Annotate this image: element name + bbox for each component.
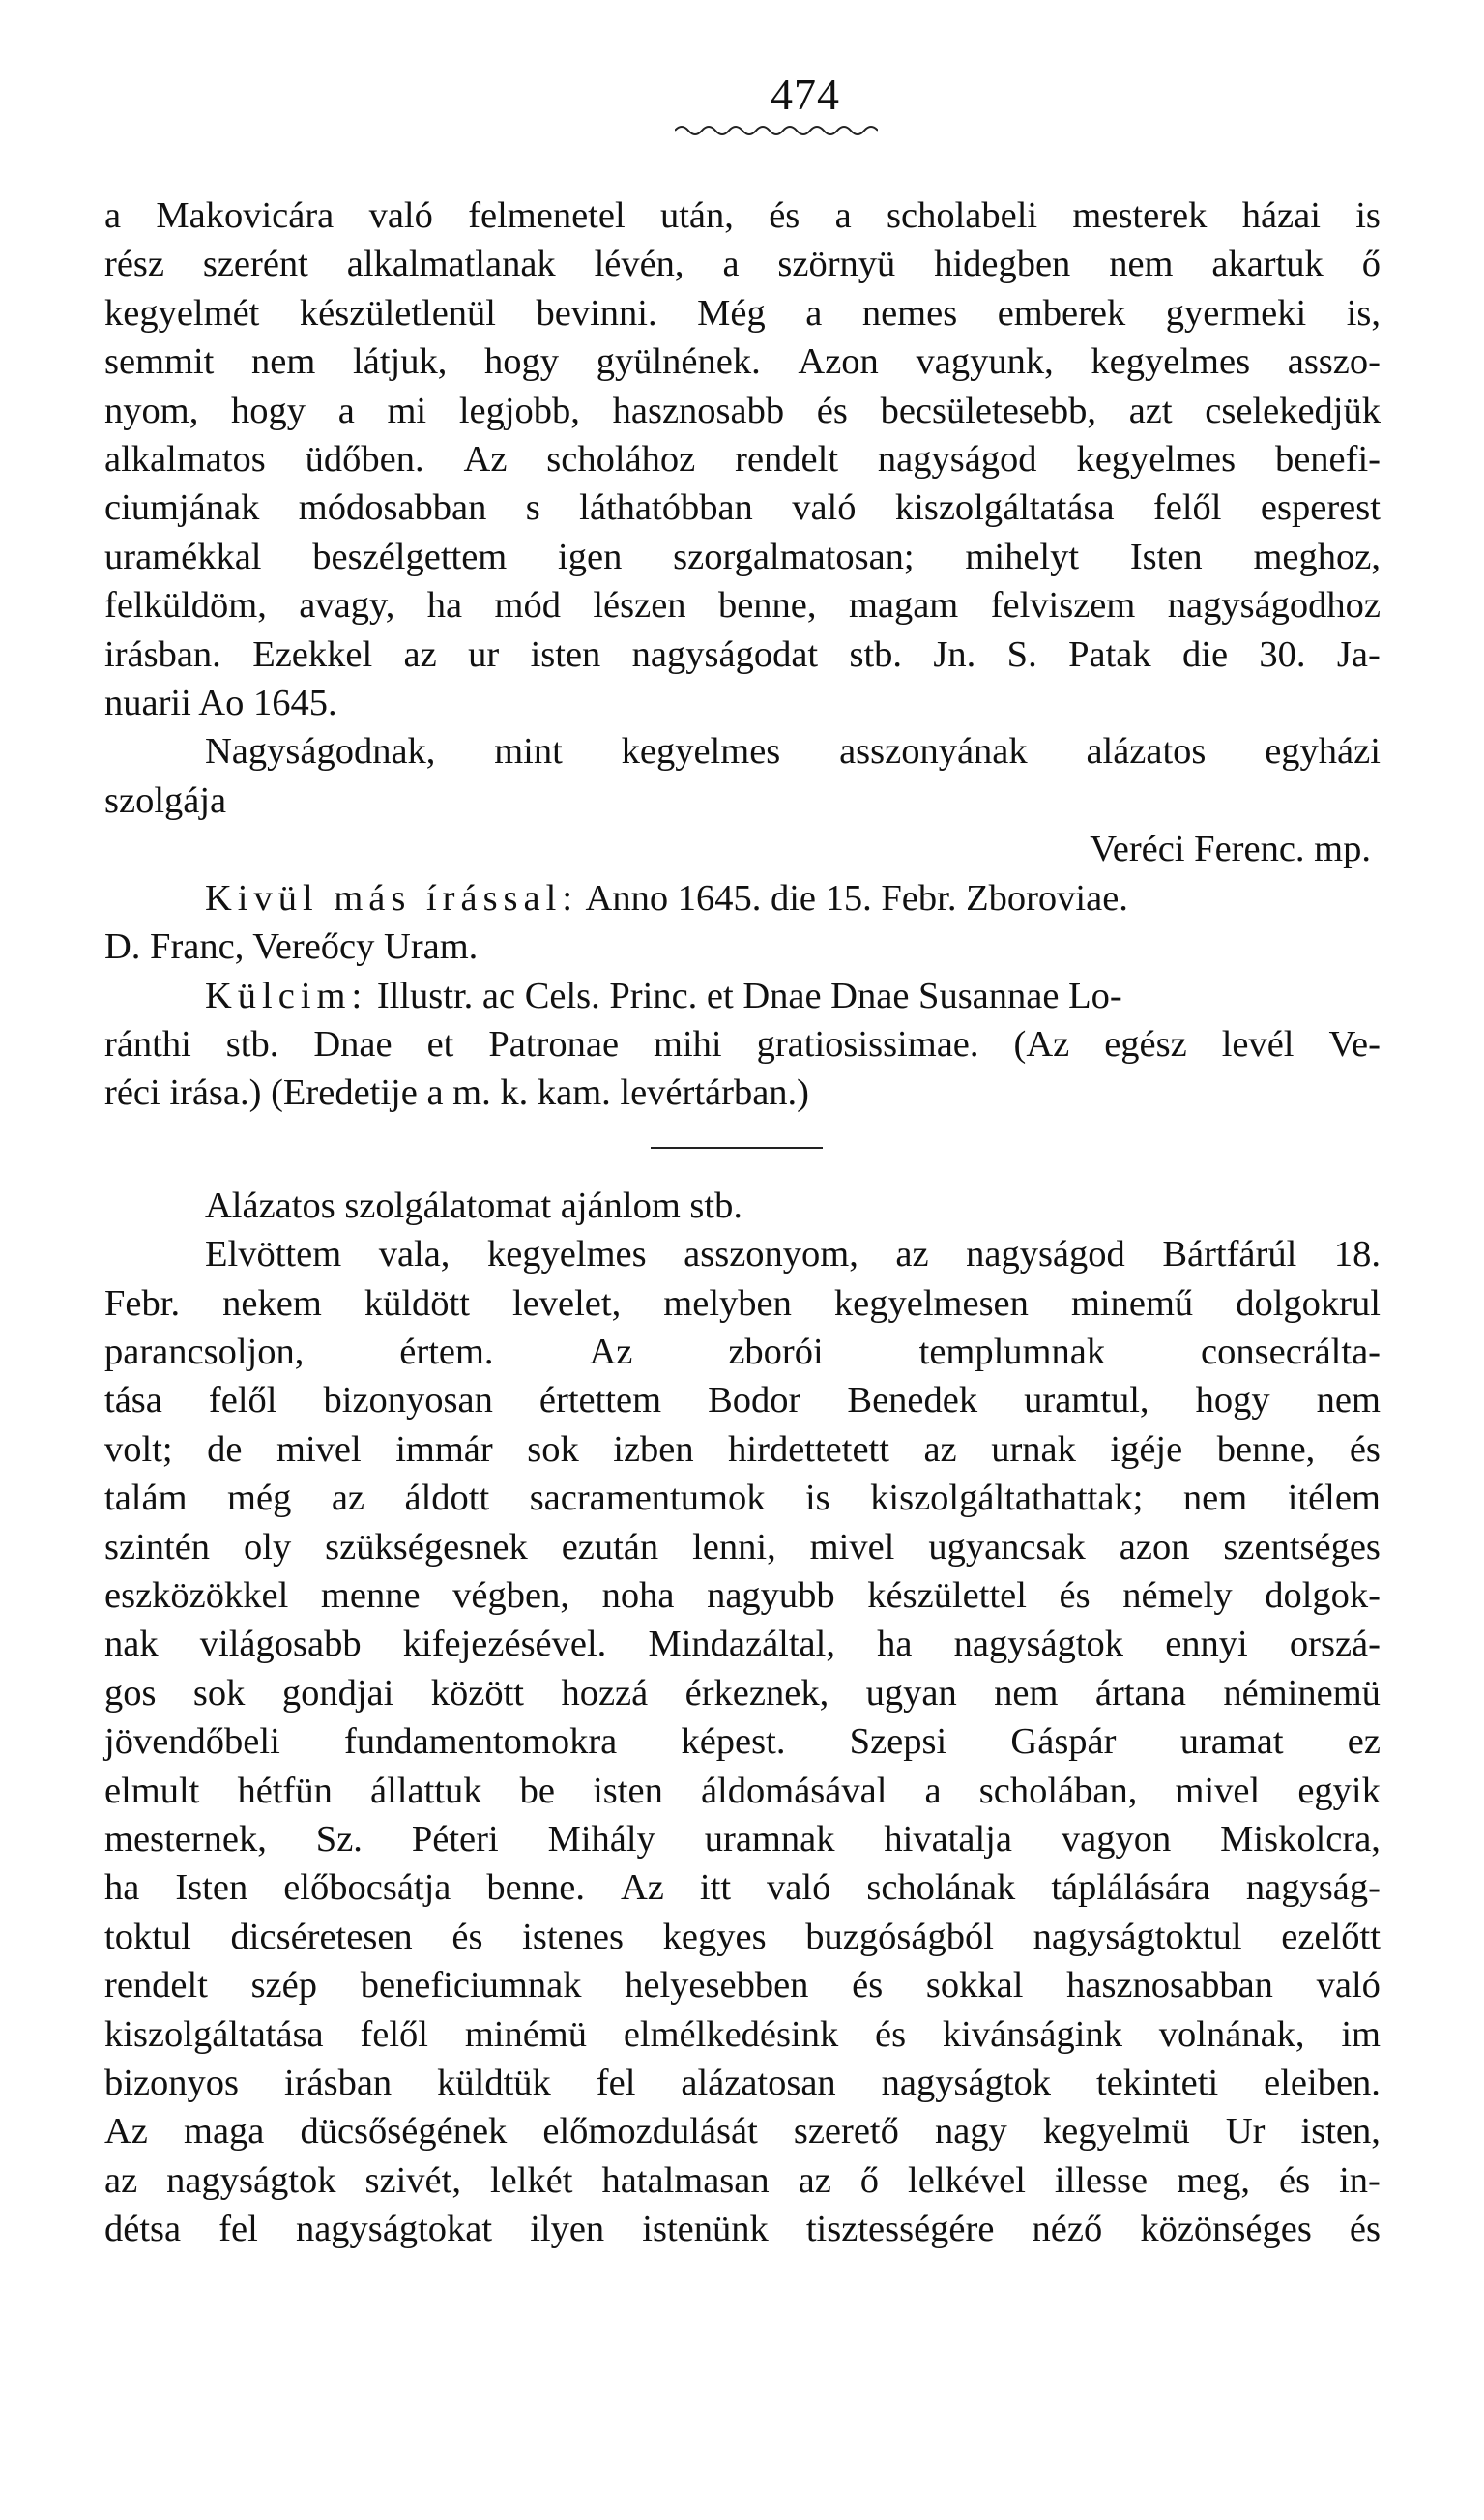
text-line: ciumjának módosabban s láthatóbban való kiszolgáltatása felől esperest: [104, 487, 1381, 529]
letter-part-1: [104, 191, 1381, 874]
outside-text: Anno 1645. die 15. Febr. Zboroviae.: [585, 877, 1128, 919]
text-line: Elvöttem vala, kegyelmes asszonyom, az nagyságod Bártfárúl 18.: [205, 1234, 1381, 1275]
text-line: volt; de mivel immár sok izben hirdettetett az urnak igéje benne, és: [104, 1428, 1381, 1470]
archival-note: [104, 874, 1381, 1118]
text-line: felküldöm, avagy, ha mód lészen benne, magam felviszem nagyságodhoz: [104, 585, 1381, 627]
wavy-ornament-icon: [675, 122, 878, 139]
text-line: uramékkal beszélgettem igen szorgalmatosan; mihelyt Isten meghoz,: [104, 536, 1381, 577]
signature: Veréci Ferenc. mp.: [1090, 829, 1371, 870]
text-line: az nagyságtok szivét, lelkét hatalmasan az ő lelkével illesse meg, és in-: [104, 2159, 1381, 2201]
text-line: rendelt szép beneficiumnak helyesebben és sokkal hasznosabban való: [104, 1965, 1381, 2007]
text-line: ha Isten előbocsátja benne. Az itt való scholának táplálására nagyság-: [104, 1867, 1381, 1909]
text-line: mesternek, Sz. Péteri Mihály uramnak hivatalja vagyon Miskolcra,: [104, 1819, 1381, 1860]
text-line: réci irása.) (Eredetije a m. k. kam. levértárban.): [104, 1072, 809, 1114]
text-line: tása felől bizonyosan értettem Bodor Benedek uramtul, hogy nem: [104, 1380, 1381, 1421]
text-line: nuarii Ao 1645.: [104, 683, 337, 724]
text-line: toktul dicséretesen és istenes kegyes buzgóságból nagyságtoktul ezelőtt: [104, 1916, 1381, 1957]
text-line: szintén oly szükségesnek ezután lenni, mivel ugyancsak azon szentséges: [104, 1526, 1381, 1568]
text-line: semmit nem látjuk, hogy gyülnének. Azon vagyunk, kegyelmes asszo-: [104, 341, 1381, 383]
text-line: rész szerént alkalmatlanak lévén, a szörnyü hidegben nem akartuk ő: [104, 244, 1381, 285]
closing-line: Nagyságodnak, mint kegyelmes asszonyának alázatos egyházi: [205, 731, 1381, 773]
address-label: Külcim:: [205, 975, 368, 1016]
text-line: talám még az áldott sacramentumok is kiszolgáltathattak; nem itélem: [104, 1478, 1381, 1519]
section-divider: [651, 1147, 823, 1149]
text-line: kiszolgáltatása felől minémü elmélkedésink és kivánságink volnának, im: [104, 2013, 1381, 2055]
page-number: 474: [771, 70, 840, 119]
text-line: nak világosabb kifejezésével. Mindazáltal, ha nagyságtok ennyi orszá-: [104, 1624, 1381, 1665]
outside-note-line: [104, 874, 1381, 923]
text-line: Az maga dücsőségének előmozdulását szerető nagy kegyelmü Ur isten,: [104, 2111, 1381, 2153]
text-line: D. Franc, Vereőcy Uram.: [104, 926, 479, 968]
document-page: [104, 68, 1381, 2254]
letter-part-2: [104, 1182, 1381, 2254]
address-line: [104, 972, 1381, 1020]
text-line: irásban. Ezekkel az ur isten nagyságodat stb. Jn. S. Patak die 30. Ja-: [104, 633, 1381, 675]
text-line: jövendőbeli fundamentomokra képest. Szepsi Gáspár uramat ez: [104, 1721, 1381, 1763]
text-line: Febr. nekem küldött levelet, melyben kegyelmesen minemű dolgokrul: [104, 1282, 1381, 1324]
text-line: eszközökkel menne végben, noha nagyubb készülettel és némely dolgok-: [104, 1574, 1381, 1616]
text-line: gos sok gondjai között hozzá érkeznek, ugyan nem ártana néminemü: [104, 1672, 1381, 1714]
closing-line: szolgája: [104, 779, 227, 821]
address-text: Illustr. ac Cels. Princ. et Dnae Dnae Susannae Lo-: [376, 975, 1122, 1016]
text-line: détsa fel nagyságtokat ilyen istenünk tisztességére néző közönséges és: [104, 2209, 1381, 2250]
text-line: ránthi stb. Dnae et Patronae mihi gratiosissimae. (Az egész levél Ve-: [104, 1023, 1381, 1065]
text-line: a Makovicára való felmenetel után, és a scholabeli mesterek házai is: [104, 195, 1381, 236]
salutation-line: Alázatos szolgálatomat ajánlom stb.: [205, 1185, 742, 1226]
text-line: nyom, hogy a mi legjobb, hasznosabb és becsületesebb, azt cselekedjük: [104, 390, 1381, 431]
outside-label: Kivül más írással:: [205, 877, 579, 919]
text-line: alkalmatos üdőben. Az scholához rendelt nagyságod kegyelmes benefi-: [104, 439, 1381, 481]
text-line: kegyelmét készületlenül bevinni. Még a nemes emberek gyermeki is,: [104, 292, 1381, 334]
text-line: parancsoljon, értem. Az zborói templumnak consecrálta-: [104, 1331, 1381, 1372]
text-line: bizonyos irásban küldtük fel alázatosan nagyságtok tekinteti eleiben.: [104, 2063, 1381, 2104]
text-line: elmult hétfün állattuk be isten áldomásával a scholában, mivel egyik: [104, 1770, 1381, 1811]
